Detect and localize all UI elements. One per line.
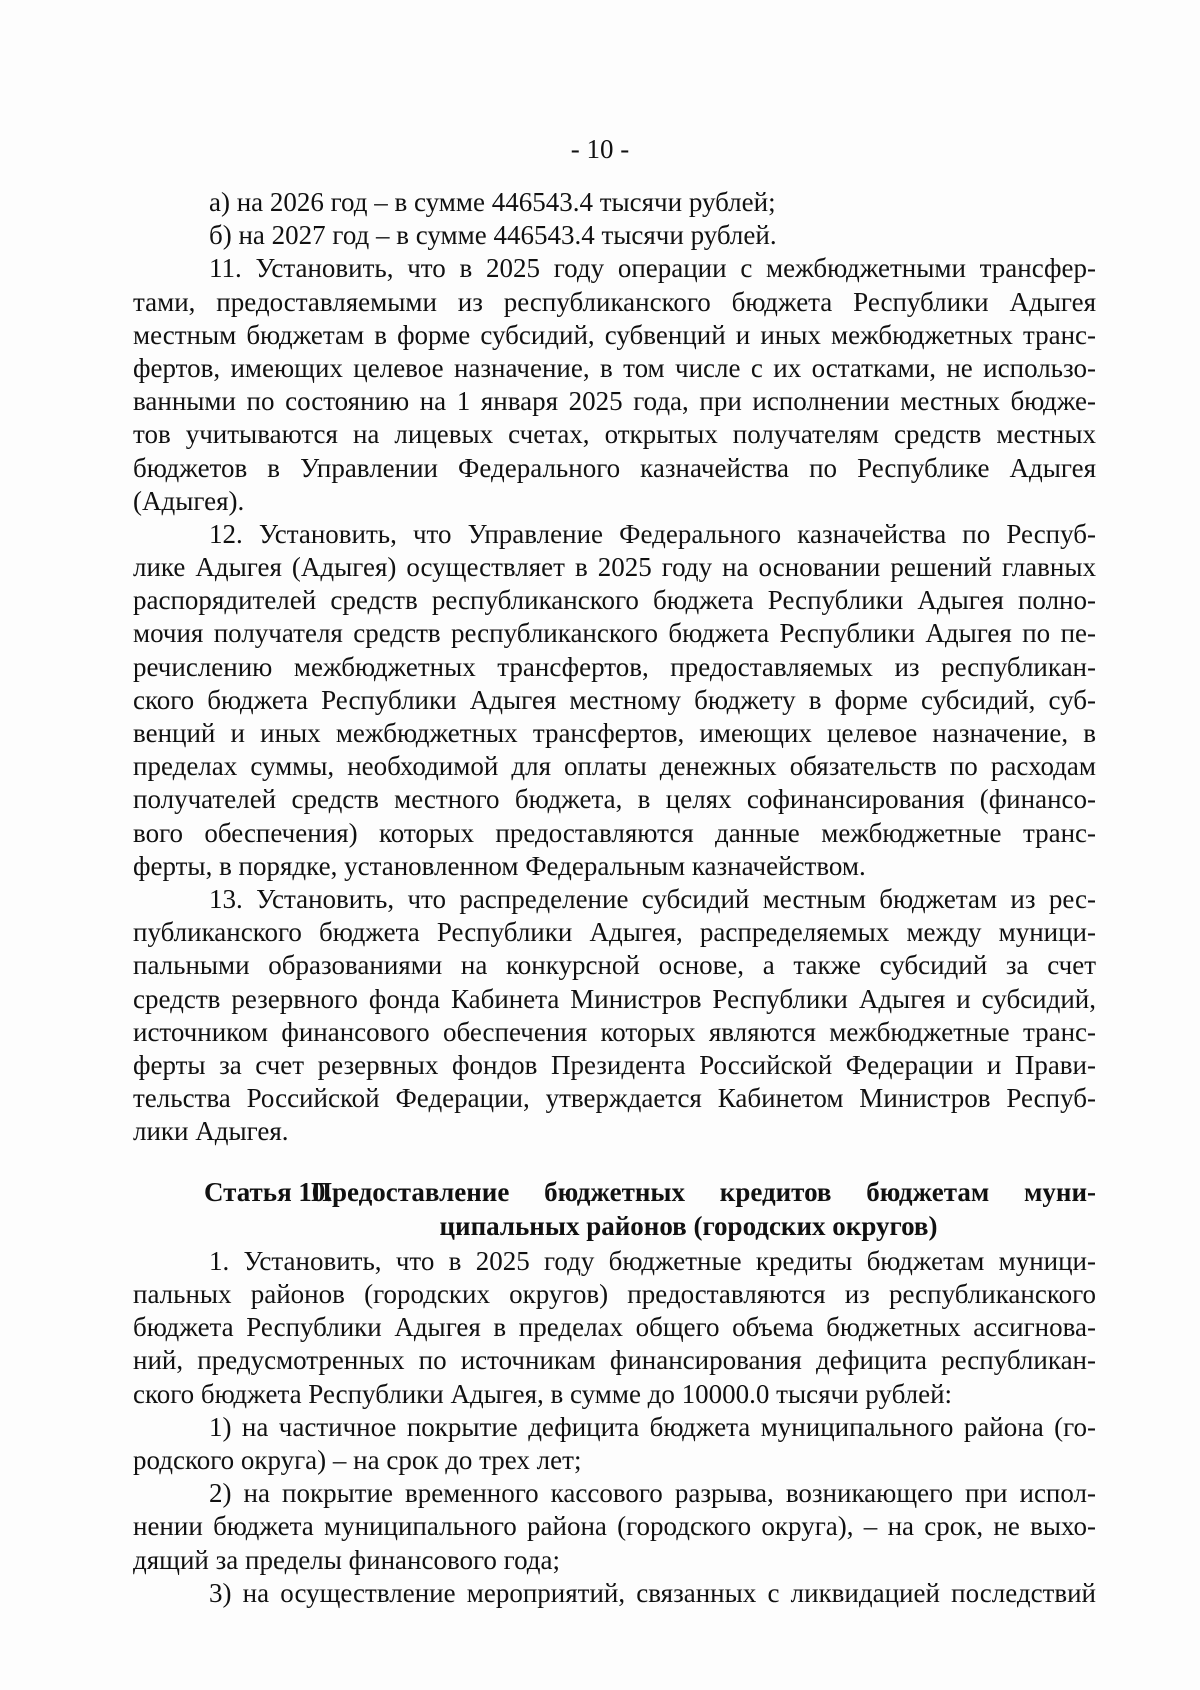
text-line: лике Адыгея (Адыгея) осуществляет в 2025 году на основании решений главных: [133, 552, 1096, 583]
text-line: 1) на частичное покрытие дефицита бюджета муниципального района (го-: [209, 1411, 1096, 1442]
article-label-spacer: [133, 1210, 311, 1243]
text-line: пальных районов (городских округов) предоставляются из республиканского: [133, 1279, 1096, 1309]
text-line: ферты за счет резервных фондов Президента Российской Федерации и Прави-: [133, 1049, 1096, 1080]
text-line: 2) на покрытие временного кассового разрыва, возникающего при испол-: [209, 1478, 1096, 1509]
text-line: ферты, в порядке, установленном Федеральным казначейством.: [133, 850, 866, 881]
text-line: ний, предусмотренных по источникам финансирования дефицита республикан-: [133, 1345, 1096, 1376]
text-line: ского бюджета Республики Адыгея, в сумме до 10000.0 тысячи рублей:: [133, 1378, 953, 1409]
page-number: - 10 -: [570, 134, 630, 164]
text-line: венций и иных межбюджетных трансфертов, имеющих целевое назначение, в: [133, 718, 1096, 748]
text-line: родского округа) – на срок до трех лет;: [133, 1444, 582, 1475]
paragraphs-bottom: [133, 1245, 1096, 1610]
text-line: средств резервного фонда Кабинета Министров Республики Адыгея и субсидий,: [133, 983, 1096, 1014]
text-line: распорядителей средств республиканского бюджета Республики Адыгея полно-: [133, 585, 1096, 616]
article-heading-row-2: [133, 1210, 1096, 1243]
text-line: ского бюджета Республики Адыгея местному бюджету в форме субсидий, суб-: [133, 684, 1096, 715]
text-line: (Адыгея).: [133, 485, 245, 516]
text-line: вого обеспечения) которых предоставляются данные межбюджетные транс-: [133, 817, 1096, 848]
article-title-line-1: Предоставление бюджетных кредитов бюджетам муни-: [311, 1177, 1096, 1208]
article-title: [311, 1176, 1096, 1209]
text-line: местным бюджетам в форме субсидий, субвенций и иных межбюджетных транс-: [133, 319, 1096, 350]
article-heading-row-1: [133, 1176, 1096, 1209]
text-line: лики Адыгея.: [133, 1116, 289, 1147]
article-label: Статья 10.: [204, 1177, 333, 1208]
text-line: 11. Установить, что в 2025 году операции с межбюджетными трансфер-: [209, 253, 1096, 284]
text-line: тами, предоставляемыми из республиканского бюджета Республики Адыгея: [133, 286, 1096, 317]
text-line: дящий за пределы финансового года;: [133, 1544, 561, 1575]
text-line: а) на 2026 год – в сумме 446543.4 тысячи рублей;: [209, 187, 776, 217]
text-line: ванными по состоянию на 1 января 2025 года, при исполнении местных бюдже-: [133, 386, 1096, 417]
text-line: тов учитываются на лицевых счетах, открытых получателям средств местных: [133, 419, 1096, 450]
article-title-cont: [311, 1210, 1096, 1243]
text-line: мочия получателя средств республиканского бюджета Республики Адыгея по пе-: [133, 618, 1096, 649]
text-line: фертов, имеющих целевое назначение, в том числе с их остатками, не использо-: [133, 352, 1096, 383]
text-line: пределах суммы, необходимой для оплаты денежных обязательств по расходам: [133, 751, 1096, 782]
text-line: 12. Установить, что Управление Федерального казначейства по Респуб-: [209, 518, 1096, 549]
paragraphs-top: [133, 186, 1096, 1148]
text-line: получателей средств местного бюджета, в целях софинансирования (финансо-: [133, 784, 1096, 815]
text-line: источником финансового обеспечения которых являются межбюджетные транс-: [133, 1016, 1096, 1047]
text-line: 3) на осуществление мероприятий, связанных с ликвидацией последствий: [209, 1577, 1096, 1608]
text-line: 13. Установить, что распределение субсидий местным бюджетам из рес-: [209, 883, 1096, 914]
document-body: [133, 186, 1096, 1610]
text-line: речислению межбюджетных трансфертов, предоставляемых из республикан-: [133, 651, 1096, 682]
text-line: бюджетов в Управлении Федерального казначейства по Республике Адыгея: [133, 452, 1096, 483]
text-line: публиканского бюджета Республики Адыгея, распределяемых между муници-: [133, 917, 1096, 948]
text-line: нении бюджета муниципального района (городского округа), – на срок, не выхо-: [133, 1511, 1096, 1542]
text-line: пальными образованиями на конкурсной основе, а также субсидий за счет: [133, 950, 1096, 981]
text-line: б) на 2027 год – в сумме 446543.4 тысячи рублей.: [209, 220, 777, 251]
article-title-line-2: ципальных районов (городских округов): [439, 1210, 938, 1241]
text-line: 1. Установить, что в 2025 году бюджетные кредиты бюджетам муници-: [209, 1245, 1096, 1276]
text-line: тельства Российской Федерации, утверждается Кабинетом Министров Респуб-: [133, 1083, 1096, 1114]
article-heading: [133, 1176, 1096, 1242]
text-line: бюджета Республики Адыгея в пределах общего объема бюджетных ассигнова-: [133, 1312, 1096, 1343]
